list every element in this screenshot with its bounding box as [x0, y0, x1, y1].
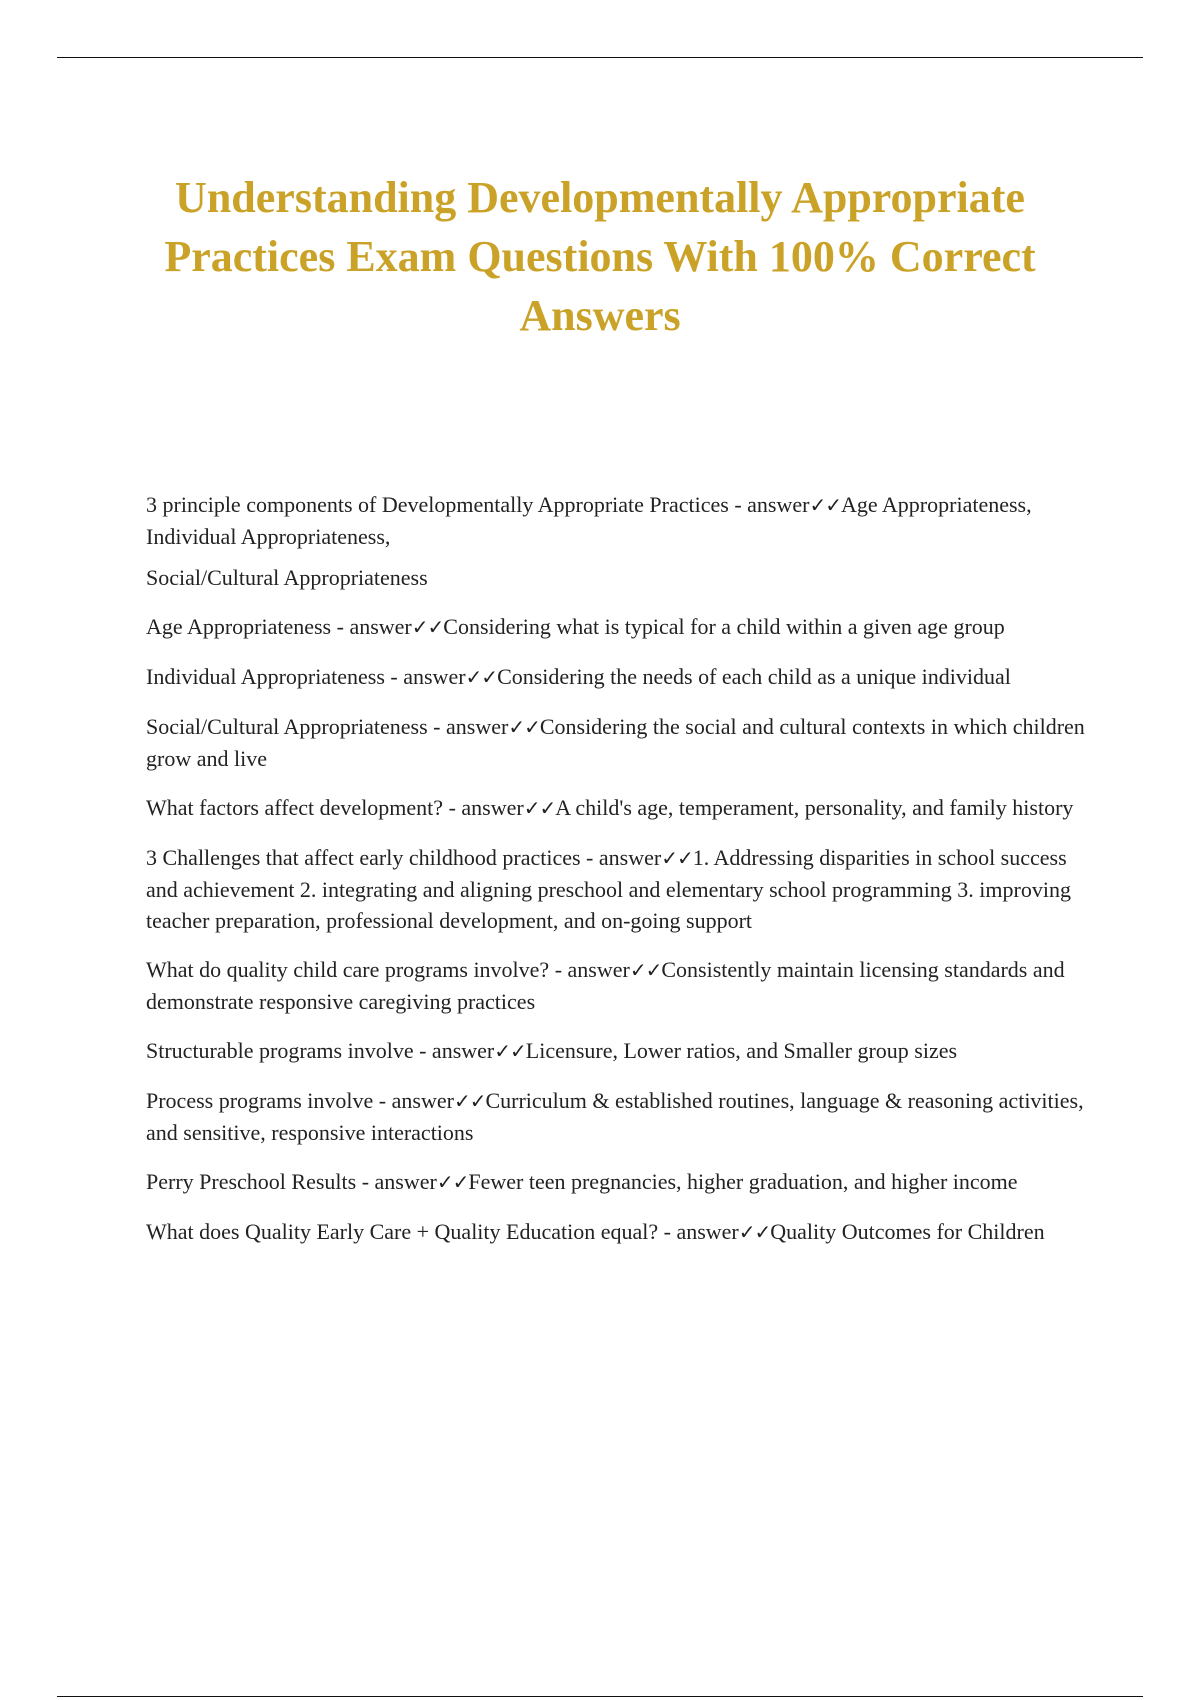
checkmark-icon: ✓✓ — [465, 665, 498, 689]
qa-question: What factors affect development? — [146, 795, 444, 820]
qa-answer: Fewer teen pregnancies, higher graduation, and higher income — [468, 1169, 1018, 1194]
qa-separator: - answer — [373, 1088, 454, 1113]
qa-question: Social/Cultural Appropriateness — [146, 714, 428, 739]
qa-question: What do quality child care programs involve? — [146, 957, 550, 982]
checkmark-icon: ✓✓ — [508, 715, 540, 739]
qa-item-quality-child-care — [146, 954, 1096, 1017]
qa-answer: Quality Outcomes for Children — [770, 1219, 1045, 1244]
qa-item-age-appropriateness — [146, 611, 1096, 643]
top-rule — [57, 57, 1143, 58]
qa-separator: - answer — [443, 795, 524, 820]
qa-question: Process programs involve — [146, 1088, 374, 1113]
qa-question: Structurable programs involve — [146, 1038, 414, 1063]
qa-list — [146, 489, 1096, 1266]
qa-item-social-cultural-appropriateness — [146, 711, 1096, 774]
qa-answer: Age Appropriateness, Individual Appropriateness, — [146, 492, 1032, 549]
qa-item-process-programs — [146, 1085, 1096, 1148]
qa-separator: - answer — [384, 664, 466, 689]
qa-text: Social/Cultural Appropriateness — [146, 565, 428, 590]
qa-question: Perry Preschool Results — [146, 1169, 357, 1194]
checkmark-icon: ✓✓ — [436, 1170, 469, 1194]
qa-answer: Considering the needs of each child as a unique individual — [497, 664, 1011, 689]
document-title: Understanding Developmentally Appropriate Practices Exam Questions With 100% Correct Answers — [164, 173, 1036, 340]
qa-separator: - answer — [413, 1038, 495, 1063]
qa-answer: A child's age, temperament, personality, and family history — [555, 795, 1074, 820]
bottom-rule — [57, 1696, 1143, 1697]
qa-question: Age Appropriateness — [146, 614, 332, 639]
qa-question: 3 Challenges that affect early childhood practices — [146, 845, 581, 870]
qa-question: Individual Appropriateness — [146, 664, 385, 689]
qa-separator: - answer — [580, 845, 662, 870]
qa-item-perry-preschool — [146, 1166, 1096, 1198]
checkmark-icon: ✓✓ — [738, 1220, 771, 1244]
qa-question: What does Quality Early Care + Quality Education equal? — [146, 1219, 659, 1244]
qa-answer: 1. Addressing disparities in school success and achievement 2. integrating and aligning preschool and elementary school programming 3. improving teacher preparation, professional development, and on-going support — [146, 845, 1071, 933]
qa-separator: - answer — [728, 492, 810, 517]
qa-item-quality-outcomes — [146, 1216, 1096, 1248]
qa-answer: Considering what is typical for a child within a given age group — [443, 614, 1005, 639]
qa-item-individual-appropriateness — [146, 661, 1096, 693]
qa-answer: Consistently maintain licensing standards and demonstrate responsive caregiving practices — [146, 957, 1065, 1014]
qa-separator: - answer — [658, 1219, 739, 1244]
qa-item-early-childhood-challenges — [146, 842, 1096, 936]
qa-item-development-factors — [146, 792, 1096, 824]
checkmark-icon: ✓✓ — [523, 796, 556, 820]
qa-separator: - answer — [331, 614, 412, 639]
qa-item-continuation — [146, 562, 1096, 593]
qa-separator: - answer — [427, 714, 509, 739]
checkmark-icon: ✓✓ — [629, 958, 662, 982]
qa-answer: Licensure, Lower ratios, and Smaller group sizes — [525, 1038, 958, 1063]
qa-answer: Curriculum & established routines, language & reasoning activities, and sensitive, responsive interactions — [146, 1088, 1084, 1145]
qa-item-structurable-programs — [146, 1035, 1096, 1067]
checkmark-icon: ✓✓ — [453, 1089, 486, 1113]
qa-item-dap-components — [146, 489, 1096, 552]
checkmark-icon: ✓✓ — [809, 493, 841, 517]
qa-separator: - answer — [549, 957, 630, 982]
checkmark-icon: ✓✓ — [661, 846, 693, 870]
qa-separator: - answer — [356, 1169, 437, 1194]
checkmark-icon: ✓✓ — [411, 615, 444, 639]
checkmark-icon: ✓✓ — [494, 1039, 526, 1063]
qa-question: 3 principle components of Developmentally Appropriate Practices — [146, 492, 729, 517]
qa-answer: Considering the social and cultural contexts in which children grow and live — [146, 714, 1085, 771]
